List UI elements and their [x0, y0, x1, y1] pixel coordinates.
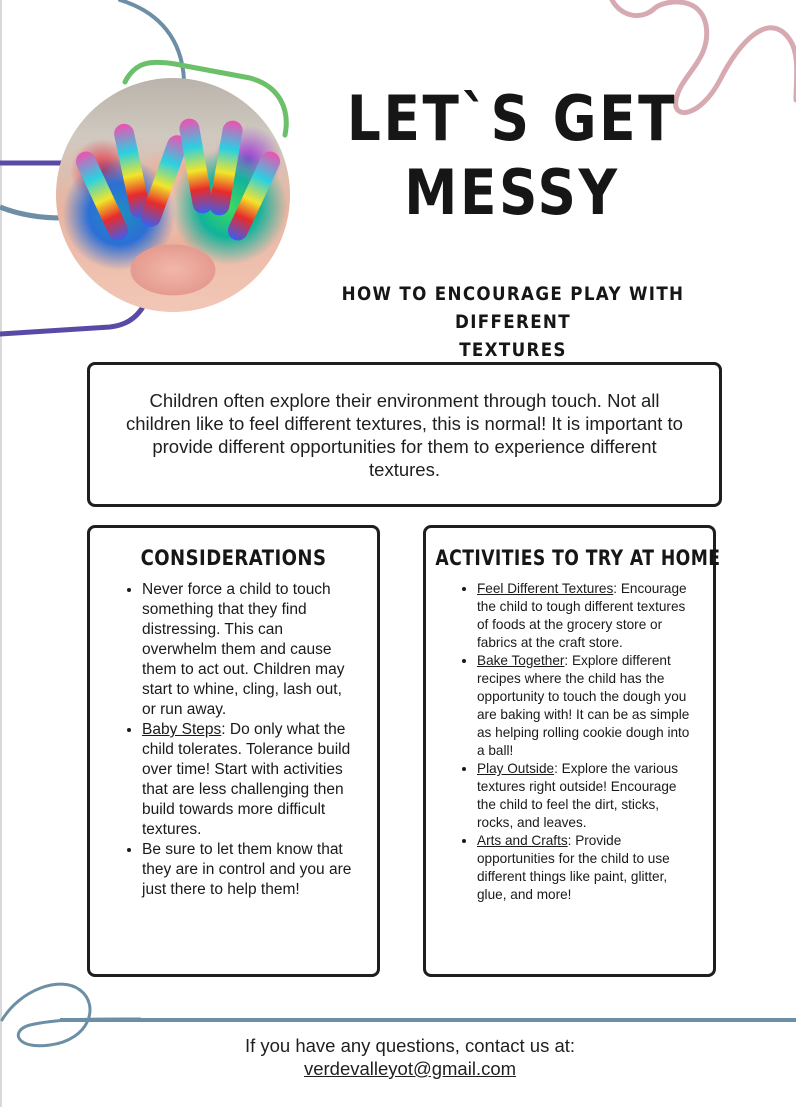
header-photo	[56, 78, 290, 312]
item-lead: Arts and Crafts	[477, 833, 568, 848]
item-text: Be sure to let them know that they are in control and you are just there to help them!	[142, 841, 352, 898]
item-text: : Explore different recipes where the child has the opportunity to touch the dough you are baking with! It can be as simple as helping rolling cookie dough into a ball!	[477, 653, 690, 758]
blue-line-mid	[0, 207, 62, 218]
considerations-heading: CONSIDERATIONS	[140, 546, 327, 570]
contact-email-link[interactable]: verdevalleyot@gmail.com	[303, 1058, 517, 1079]
item-text: : Do only what the child tolerates. Tolerance build over time! Start with activities that are less challenging then build towards more difficult textures.	[142, 721, 351, 838]
page-title	[340, 82, 684, 230]
activities-list	[426, 580, 713, 904]
activities-box	[423, 525, 721, 977]
item-lead: Baby Steps	[142, 721, 222, 738]
purple-line-bottom	[0, 305, 144, 334]
considerations-box	[87, 525, 380, 977]
item-lead: Play Outside	[477, 761, 555, 776]
list-item	[142, 840, 359, 900]
page-subtitle	[310, 280, 717, 364]
list-item	[142, 720, 359, 840]
item-text: : Explore the various textures right outside! Encourage the child to feel the dirt, sticks, rocks, and leaves.	[477, 761, 678, 830]
subtitle-line-1: HOW TO ENCOURAGE PLAY WITH DIFFERENT	[341, 283, 685, 333]
title-line-2: MESSY	[404, 156, 620, 229]
list-item	[477, 832, 699, 904]
blue-curve-top	[120, 0, 184, 80]
intro-text: Children often explore their environment through touch. Not all children like to feel different textures, this is normal! It is important to provide different opportunities for them to experience different textures.	[126, 389, 683, 480]
list-item	[142, 580, 359, 720]
title-line-1: LET`S GET	[346, 82, 678, 155]
item-lead: Bake Together	[477, 653, 565, 668]
page-edge	[0, 0, 2, 1107]
list-item	[477, 652, 699, 760]
item-text: Never force a child to touch something that they find distressing. This can overwhelm them and cause them to act out. Children may start to whine, cling, lash out, or run away.	[142, 581, 345, 718]
considerations-list	[90, 580, 377, 900]
intro-box	[87, 362, 722, 507]
item-text: : Encourage the child to tough different textures of foods at the grocery store or fabrics at the craft store.	[477, 581, 687, 650]
list-item	[477, 760, 699, 832]
list-item	[477, 580, 699, 652]
footer-divider	[60, 1018, 796, 1022]
footer-question: If you have any questions, contact us at:	[244, 1035, 576, 1056]
subtitle-line-2: TEXTURES	[459, 339, 567, 361]
activities-heading: ACTIVITIES TO TRY AT HOME	[435, 546, 721, 570]
item-text: : Provide opportunities for the child to use different things like paint, glitter, glue, and more!	[477, 833, 670, 902]
item-lead: Feel Different Textures	[477, 581, 614, 596]
